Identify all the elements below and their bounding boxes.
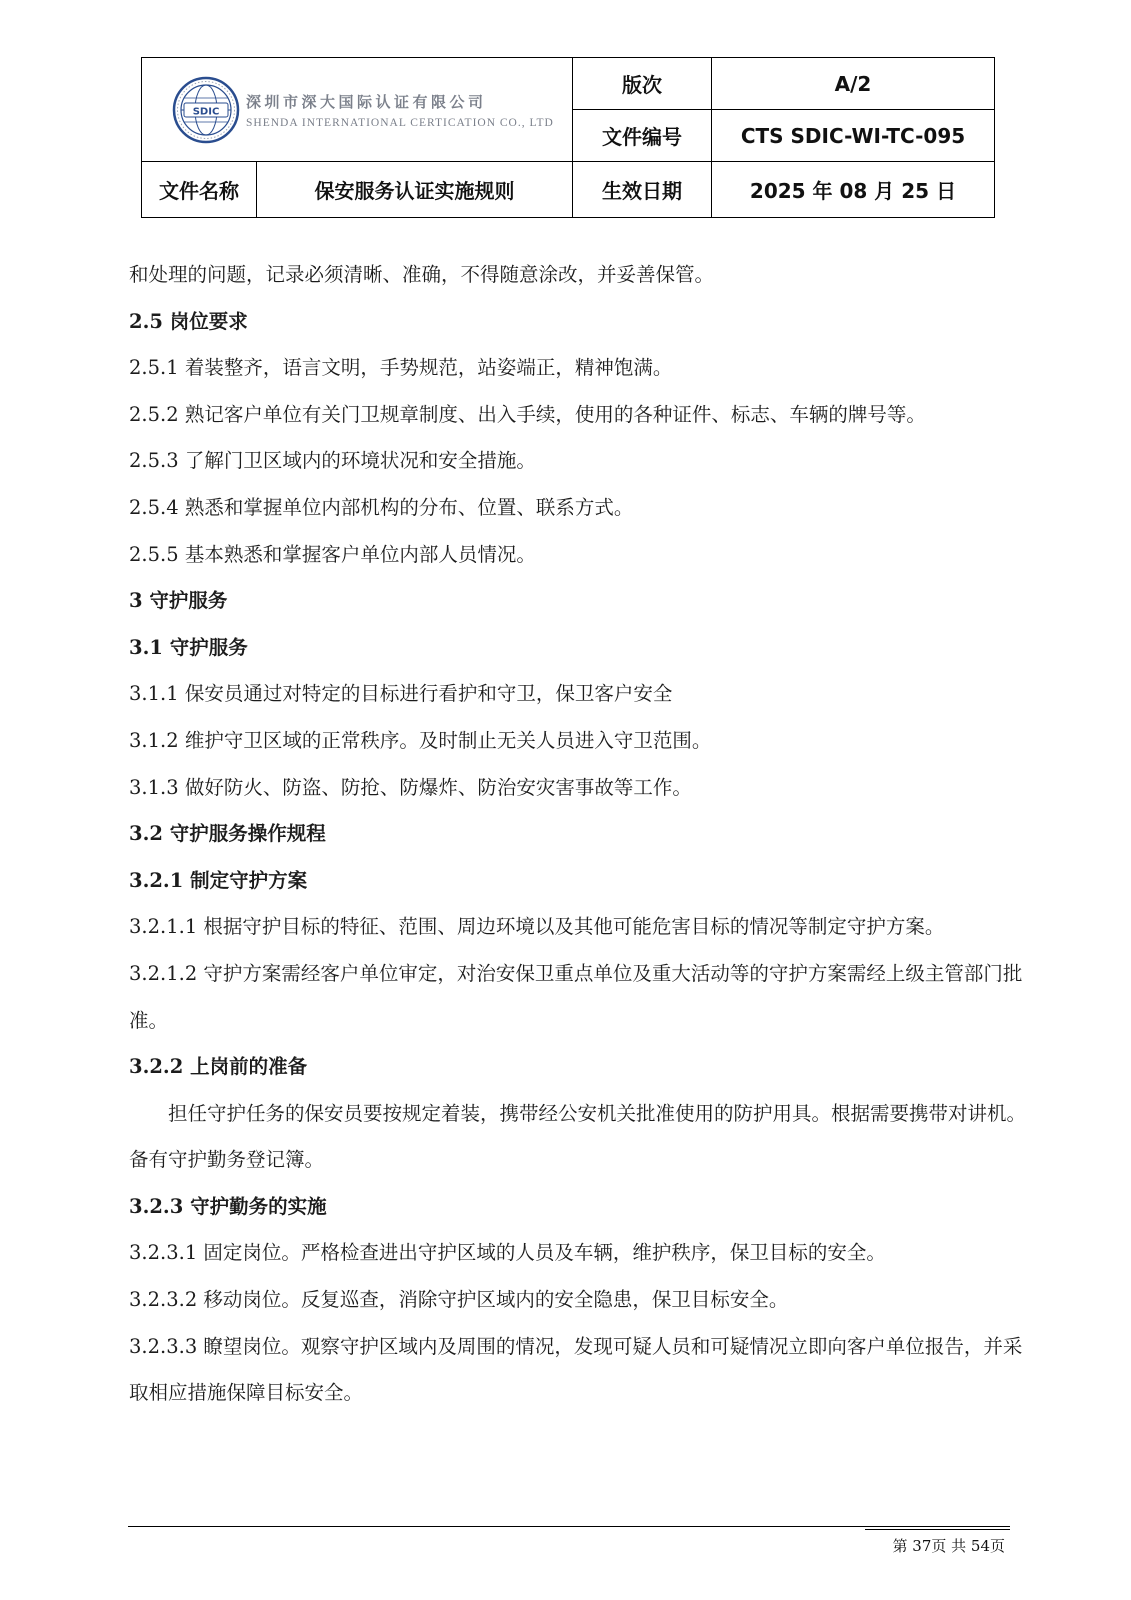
page-number: 第 37页 共 54页 <box>892 1537 1005 1555</box>
effective-date-value: 2025 年 08 月 25 日 <box>712 162 995 218</box>
section-heading: 3.1 守护服务 <box>129 635 248 659</box>
paragraph: 2.5.5 基本熟悉和掌握客户单位内部人员情况。 <box>129 542 536 566</box>
document-body <box>129 252 1039 1417</box>
paragraph: 3.1.3 做好防火、防盗、防抢、防爆炸、防治安灾害事故等工作。 <box>129 775 692 799</box>
section-heading: 3.2 守护服务操作规程 <box>129 822 326 846</box>
company-name-cn: 深圳市深大国际认证有限公司 <box>246 92 487 111</box>
doc-number-value: CTS SDIC-WI-TC-095 <box>712 110 995 162</box>
company-name-en: SHENDA INTERNATIONAL CERTICATION CO., LTD <box>246 116 554 129</box>
version-value: A/2 <box>712 58 995 110</box>
document-header-table <box>141 57 995 218</box>
version-label: 版次 <box>573 58 712 110</box>
paragraph: 2.5.1 着装整齐，语言文明，手势规范，站姿端正，精神饱满。 <box>129 356 673 380</box>
paragraph: 3.2.1.1 根据守护目标的特征、范围、周边环境以及其他可能危害目标的情况等制定守护方案。 <box>129 915 945 939</box>
paragraph: 3.2.3.2 移动岗位。反复巡查，消除守护区域内的安全隐患，保卫目标安全。 <box>129 1288 789 1312</box>
effective-date-label: 生效日期 <box>573 162 712 218</box>
section-heading: 3.2.3 守护勤务的实施 <box>129 1194 327 1218</box>
paragraph: 2.5.3 了解门卫区域内的环境状况和安全措施。 <box>129 449 536 473</box>
paragraph: 3.2.1.2 守护方案需经客户单位审定，对治安保卫重点单位及重大活动等的守护方案需经上级主管部门批准。 <box>129 961 1023 1032</box>
paragraph: 3.1.1 保安员通过对特定的目标进行看护和守卫，保卫客户安全 <box>129 682 673 706</box>
company-logo-icon <box>172 76 240 144</box>
paragraph: 和处理的问题，记录必须清晰、准确，不得随意涂改，并妥善保管。 <box>129 263 715 286</box>
paragraph: 2.5.4 熟悉和掌握单位内部机构的分布、位置、联系方式。 <box>129 495 634 519</box>
paragraph: 3.2.3.3 瞭望岗位。观察守护区域内及周围的情况，发现可疑人员和可疑情况立即向客户单位报告，并采取相应措施保障目标安全。 <box>129 1334 1023 1405</box>
doc-number-label: 文件编号 <box>573 110 712 162</box>
paragraph: 2.5.2 熟记客户单位有关门卫规章制度、出入手续，使用的各种证件、标志、车辆的牌号等。 <box>129 402 926 426</box>
company-logo-cell <box>142 58 573 162</box>
footer-divider-short <box>865 1529 1010 1530</box>
logo-text: SDIC <box>192 106 220 117</box>
paragraph: 3.2.3.1 固定岗位。严格检查进出守护区域的人员及车辆，维护秩序，保卫目标的安全。 <box>129 1241 886 1265</box>
footer-divider <box>128 1526 1010 1527</box>
doc-name-value: 保安服务认证实施规则 <box>257 162 573 218</box>
section-heading: 3.2.2 上岗前的准备 <box>129 1055 308 1079</box>
section-heading: 3 守护服务 <box>129 589 228 613</box>
section-heading: 3.2.1 制定守护方案 <box>129 868 308 892</box>
paragraph: 担任守护任务的保安员要按规定着装，携带经公安机关批准使用的防护用具。根据需要携带对讲机。备有守护勤务登记簿。 <box>129 1101 1027 1172</box>
paragraph: 3.1.2 维护守卫区域的正常秩序。及时制止无关人员进入守卫范围。 <box>129 728 712 752</box>
section-heading: 2.5 岗位要求 <box>129 309 248 333</box>
doc-name-label: 文件名称 <box>142 162 257 218</box>
